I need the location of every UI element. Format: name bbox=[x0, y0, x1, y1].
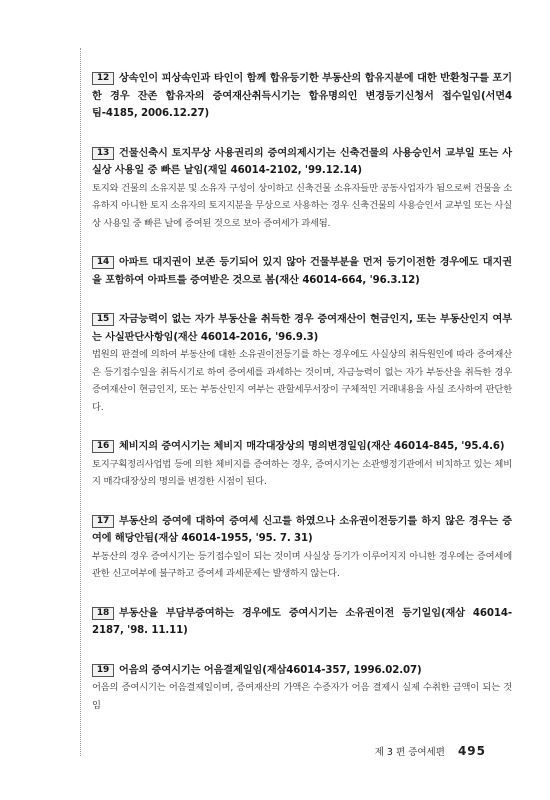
ruling-body: 토지와 건물의 소유지분 및 소유자 구성이 상이하고 신축건물 소유자들만 공동사업자가 됨으로써 건물을 소유하지 아니한 토지 소유자의 토지지분을 무상으로 사용하는 경우 신축건물의 사용승인서 교부일 또는 사실상 사용일 중 빠른 날에 증여된 것으로 보아 증여세가 과세됨. bbox=[92, 182, 512, 229]
ruling-body: 부동산의 경우 증여시기는 등기접수일이 되는 것이며 사실상 등기가 이루어지지 아니한 경우에는 증여세에 관한 신고여부에 불구하고 증여세 과세문제는 발생하지 않는다. bbox=[92, 550, 512, 579]
ruling-item bbox=[92, 605, 512, 640]
ruling-number-badge: 18 bbox=[92, 607, 114, 620]
ruling-heading-text: 어음의 증여시기는 어음결제일임(재삼46014-357, 1996.02.07) bbox=[119, 664, 422, 676]
ruling-heading bbox=[92, 311, 512, 346]
ruling-item bbox=[92, 662, 512, 715]
ruling-item bbox=[92, 513, 512, 583]
ruling-item bbox=[92, 145, 512, 233]
ruling-number-badge: 13 bbox=[92, 147, 114, 160]
ruling-body: 토지구획정리사업법 등에 의한 체비지를 증여하는 경우, 증여시기는 소관행정기관에서 비치하고 있는 체비지 매각대장상의 명의를 변경한 시점이 된다. bbox=[92, 458, 512, 487]
ruling-item bbox=[92, 438, 512, 491]
ruling-item bbox=[92, 311, 512, 416]
ruling-heading-text: 자금능력이 없는 자가 부동산을 취득한 경우 증여재산이 현금인지, 또는 부동산인지 여부는 사실판단사항임(재산 46014-2016, '96.9.3) bbox=[92, 314, 512, 343]
margin-dotted-rule bbox=[80, 48, 81, 756]
ruling-heading bbox=[92, 145, 512, 180]
ruling-heading bbox=[92, 70, 512, 123]
ruling-heading-text: 건물신축시 토지무상 사용권리의 증여의제시기는 신축건물의 사용승인서 교부일 또는 사실상 사용일 중 빠른 날임(재일 46014-2102, '99.12.14) bbox=[92, 147, 512, 176]
ruling-body: 법원의 판결에 의하여 부동산에 대한 소유권이전등기를 하는 경우에도 사실상의 취득원인에 따라 증여재산은 등기접수일을 취득시기로 하여 증여세를 과세하는 것이며, 자금능력이 없는 자가 부동산을 취득한 경우 증여재산이 현금인지, 또는 부동산인지 여부는 관할세무서장이 구체적인 거래내용을 사실 조사하여 판단한다. bbox=[92, 349, 512, 413]
ruling-heading-text: 체비지의 증여시기는 체비지 매각대장상의 명의변경일임(재산 46014-845, '95.4.6) bbox=[119, 441, 505, 452]
document-content bbox=[92, 70, 512, 736]
page-number: 495 bbox=[457, 744, 486, 758]
ruling-number-badge: 15 bbox=[92, 313, 114, 326]
ruling-heading bbox=[92, 662, 512, 680]
ruling-number-badge: 17 bbox=[92, 515, 114, 528]
ruling-body: 어음의 증여시기는 어음결제일이며, 증여재산의 가액은 수증자가 어음 결제시 실제 수취한 금액이 되는 것임 bbox=[92, 682, 512, 711]
ruling-heading-text: 아파트 대지권이 보존 등기되어 있지 않아 건물부분을 먼저 등기이전한 경우에도 대지권을 포함하여 아파트를 증여받은 것으로 봄(재산 46014-664, '96.3.12) bbox=[92, 257, 512, 286]
ruling-item bbox=[92, 70, 512, 123]
ruling-item bbox=[92, 254, 512, 289]
ruling-number-badge: 14 bbox=[92, 256, 114, 269]
ruling-heading bbox=[92, 513, 512, 548]
ruling-heading bbox=[92, 605, 512, 640]
ruling-heading bbox=[92, 254, 512, 289]
ruling-heading bbox=[92, 438, 512, 456]
page-footer bbox=[375, 744, 486, 758]
ruling-number-badge: 16 bbox=[92, 440, 114, 453]
ruling-heading-text: 부동산을 부담부증여하는 경우에도 증여시기는 소유권이전 등기일임(재삼 46014-2187, '98. 11.11) bbox=[92, 607, 512, 636]
ruling-heading-text: 부동산의 증여에 대하여 증여세 신고를 하였으나 소유권이전등기를 하지 않은 경우는 증여에 해당안됨(재삼 46014-1955, '95. 7. 31) bbox=[92, 515, 512, 544]
ruling-number-badge: 12 bbox=[92, 72, 114, 85]
footer-section-title: 제 3 편 증여세편 bbox=[374, 747, 445, 758]
ruling-heading-text: 상속인이 피상속인과 타인이 함께 합유등기한 부동산의 합유지분에 대한 반환청구를 포기한 경우 잔존 합유자의 증여재산취득시기는 합유명의인 변경등기신청서 접수일임(서면4팀-4185, 2006.12.27) bbox=[92, 73, 512, 119]
ruling-number-badge: 19 bbox=[92, 664, 114, 677]
